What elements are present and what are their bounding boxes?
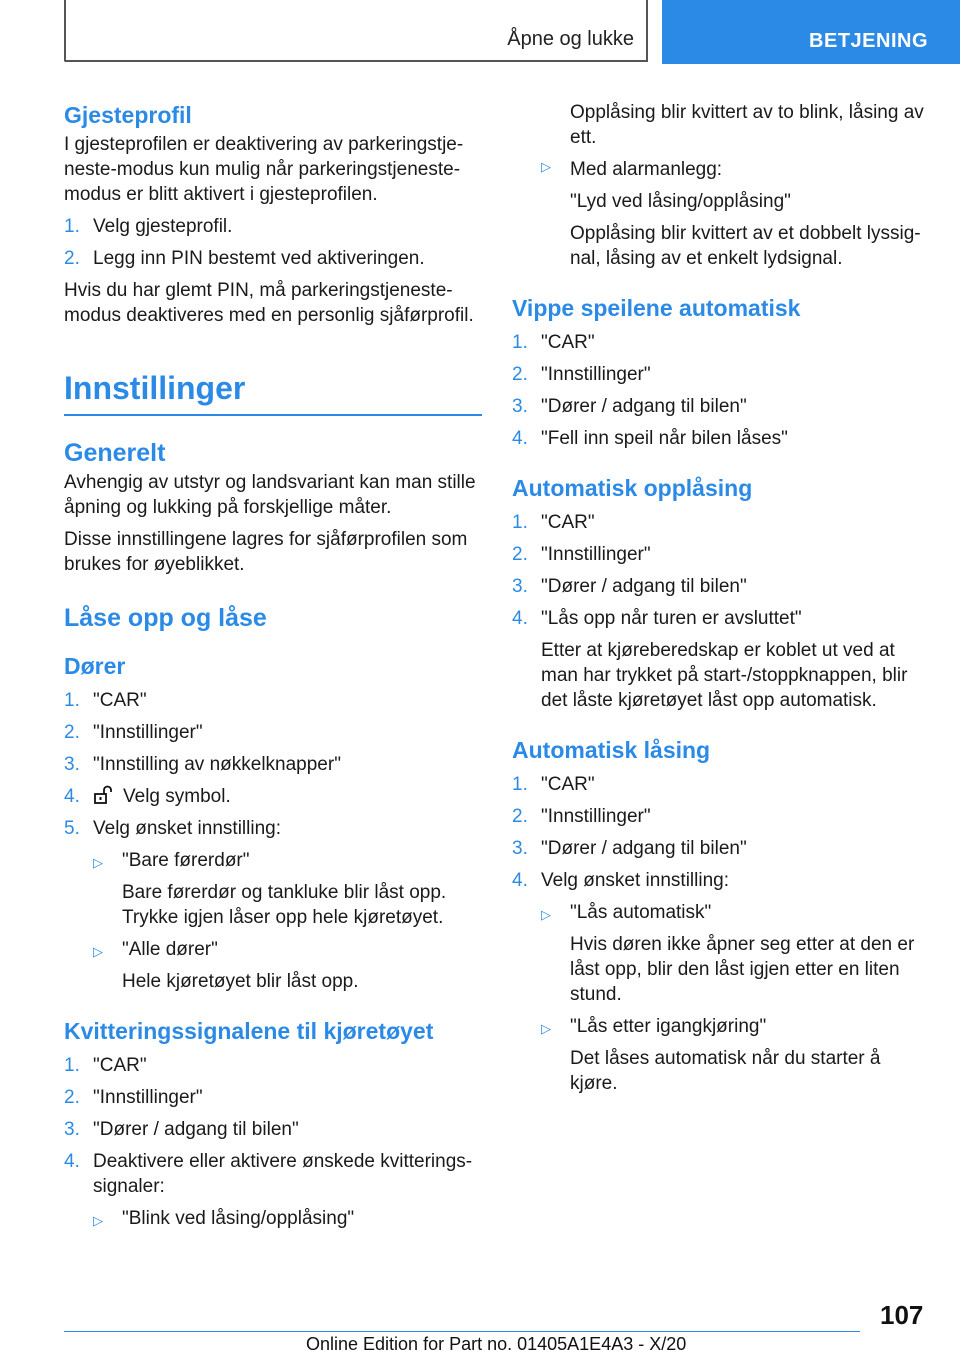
heading-settings: Innstillinger [64, 370, 246, 406]
list-item: 5. Velg ønsket innstilling: ▷ "Bare førerdør" Bare førerdør og tankluke blir låst opp. Trykke igjen låser opp hele kjøretøyet. ▷ "Alle dører" Hele kjøretøyet blir låst opp. [64, 816, 482, 994]
general-p1: Avhengig av utstyr og landsvariant kan man stille åpning og lukking på forskjellige måter. [64, 472, 476, 518]
list-item: 2. "Innstillinger" [512, 544, 651, 565]
header-section-tab [662, 0, 960, 64]
list-item: 2. "Innstillinger" [64, 722, 203, 743]
list-item: 2. "Innstillinger" [512, 806, 651, 827]
list-item: 4. Deaktivere eller aktivere ønskede kvitterings‐signaler: ▷ "Blink ved låsing/opplåsing" [64, 1149, 482, 1233]
auto-lock-steps [512, 772, 932, 1096]
header-title-box [64, 0, 648, 62]
footer-edition: Online Edition for Part no. 01405A1E4A3 - X/20 [306, 1334, 687, 1354]
ack-options [93, 1206, 482, 1233]
list-item: 1. "CAR" [512, 774, 595, 795]
list-item: 1. "CAR" [512, 512, 595, 533]
triangle-bullet-icon: ▷ [93, 855, 103, 870]
heading-lock-unlock: Låse opp og låse [64, 604, 267, 632]
list-item: 4. Velg ønsket innstilling: ▷ "Lås automatisk" Hvis døren ikke åpner seg etter at den er låst opp, blir den låst igjen etter en liten stund. ▷ "Lås etter igangkjøring" Det låses automatisk når du starter å kjøre. [512, 868, 932, 1096]
heading-auto-unlock: Automatisk opplåsing [512, 475, 753, 501]
list-item: ▷ Med alarmanlegg: "Lyd ved låsing/opplåsing" Opplåsing blir kvittert av et dobbelt lyssig‐nal, låsing av et enkelt lydsignal. [541, 159, 921, 269]
heading-ack-signals: Kvitteringssignalene til kjøretøyet [64, 1018, 434, 1044]
list-item: ▷ "Alle dører" Hele kjøretøyet blir låst opp. [93, 939, 359, 992]
heading-guest-profile: Gjesteprofil [64, 102, 192, 128]
list-item: 4. "Lås opp når turen er avsluttet" Etter at kjøreberedskap er koblet ut ved at man har trykket på start-/stoppknappen, blir det låste kjøretøyet låst opp automatisk. [512, 608, 908, 711]
list-item: 3. "Dører / adgang til bilen" [512, 396, 747, 417]
list-item: 3. "Innstilling av nøkkelknapper" [64, 754, 341, 775]
list-item: 2. "Innstillinger" [64, 1087, 203, 1108]
footer-rule [64, 1331, 860, 1332]
list-item: 4. Velg symbol. [64, 786, 231, 807]
unlock-icon [93, 785, 113, 805]
list-item: ▷ "Lås automatisk" Hvis døren ikke åpner seg etter at den er låst opp, blir den låst igjen etter en liten stund. [541, 902, 915, 1005]
list-item: 1. "CAR" [64, 1055, 147, 1076]
left-column [64, 100, 482, 1233]
mirror-steps [512, 330, 932, 451]
heading-doors: Dører [64, 653, 126, 679]
heading-auto-lock: Automatisk låsing [512, 737, 711, 763]
general-p2: Disse innstillingene lagres for sjåførprofilen som brukes for øyeblikket. [64, 529, 468, 575]
list-item: 1. "CAR" [64, 690, 147, 711]
guest-profile-after: Hvis du har glemt PIN, må parkeringstjeneste-modus deaktiveres med en personlig sjåførprofil. [64, 280, 474, 326]
ack-continued: Opplåsing blir kvittert av to blink, låsing av ett. [570, 102, 924, 148]
list-item: ▷ "Bare førerdør" Bare førerdør og tankluke blir låst opp. Trykke igjen låser opp hele kjøretøyet. [93, 850, 447, 928]
doors-steps [64, 688, 482, 994]
heading-mirrors: Vippe speilene automatisk [512, 295, 801, 321]
list-item: 2. Legg inn PIN bestemt ved aktiveringen. [64, 248, 425, 269]
list-item: ▷ "Blink ved låsing/opplåsing" [93, 1206, 482, 1233]
triangle-bullet-icon: ▷ [93, 1213, 103, 1228]
triangle-bullet-icon: ▷ [93, 944, 103, 959]
auto-lock-options [541, 900, 932, 1096]
heading-general: Generelt [64, 439, 166, 467]
list-item: 3. "Dører / adgang til bilen" [64, 1119, 299, 1140]
list-item: ▷ "Lås etter igangkjøring" Det låses automatisk når du starter å kjøre. [541, 1016, 881, 1094]
right-column [512, 100, 932, 1096]
door-options [93, 848, 482, 994]
list-item: 3. "Dører / adgang til bilen" [512, 576, 747, 597]
triangle-bullet-icon: ▷ [541, 907, 551, 922]
list-item: 1. Velg gjesteprofil. [64, 216, 233, 237]
list-item: 2. "Innstillinger" [512, 364, 651, 385]
list-item: 1. "CAR" [512, 332, 595, 353]
list-item: 4. "Fell inn speil når bilen låses" [512, 428, 788, 449]
page-number: 107 [880, 1300, 924, 1330]
section-title: BETJENING [809, 30, 928, 52]
guest-profile-text: I gjesteprofilen er deaktivering av parkeringstje‐neste-modus kun mulig når parkeringstjeneste-modus er blitt aktivert i gjesteprofilen. [64, 134, 464, 205]
ack-steps [64, 1053, 482, 1233]
auto-unlock-steps [512, 510, 932, 713]
list-item: 3. "Dører / adgang til bilen" [512, 838, 747, 859]
settings-rule [64, 414, 482, 416]
triangle-bullet-icon: ▷ [541, 159, 551, 174]
chapter-title: Åpne og lukke [507, 28, 634, 50]
guest-steps [64, 214, 482, 271]
triangle-bullet-icon: ▷ [541, 1021, 551, 1036]
